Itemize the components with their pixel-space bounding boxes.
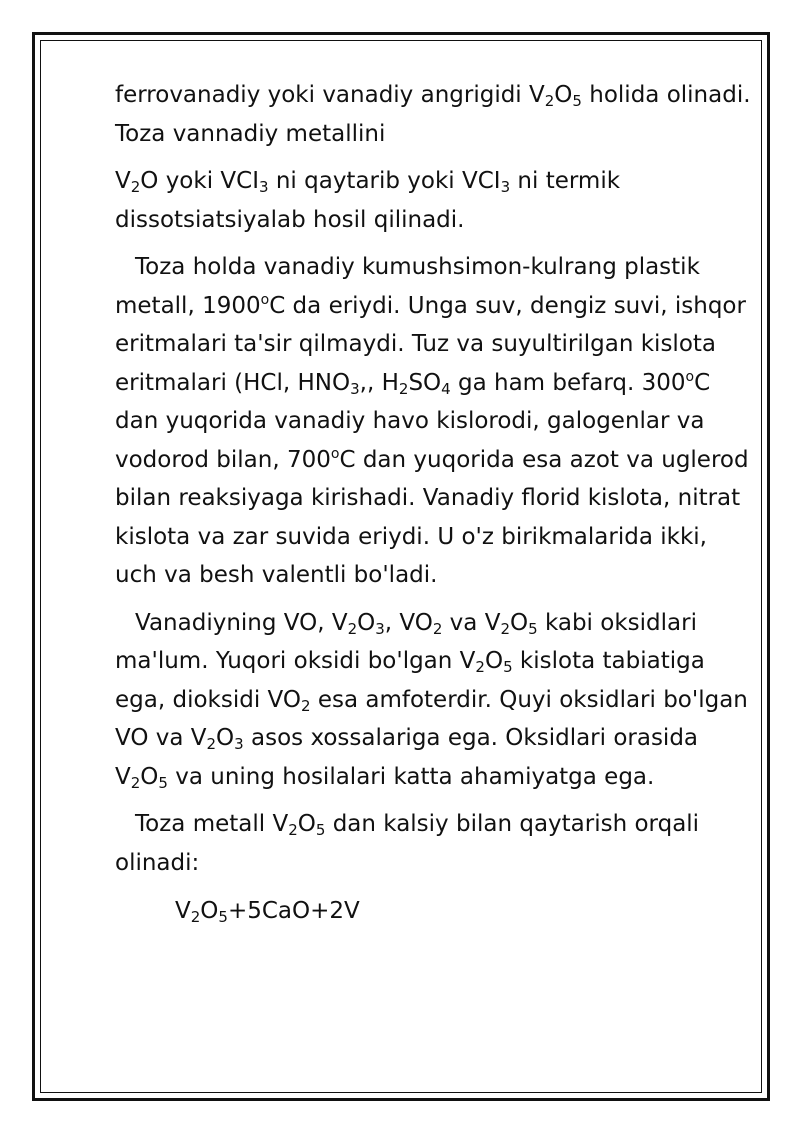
text-run: C dan yuqorida esa azot va uglerod bilan reaksiyaga kirishadi. Vanadiy florid kislota, nitrat kislota va zar suvida eriydi. U o'z birikmalarida ikki, uch va besh valentli bo'ladi. — [115, 446, 749, 588]
text-run: O — [200, 898, 219, 924]
text-run: O — [484, 648, 504, 674]
paragraph-reduction-method — [115, 162, 755, 239]
text-run: O — [297, 811, 316, 837]
text-run: dan kalsiy bilan qaytarish orqali olinadi: — [115, 811, 700, 876]
text-run: ga ham befarq. 300 — [450, 369, 686, 396]
subscript: 2 — [398, 379, 409, 398]
subscript: 2 — [432, 619, 443, 638]
text-run: ni termik dissotsiatsiyalab hosil qilinadi. — [115, 168, 621, 233]
paragraph-ferrovanadiy — [115, 76, 755, 153]
subscript: 5 — [528, 619, 538, 638]
text-run: kislota tabiatiga ega, dioksidi VO — [115, 648, 705, 713]
superscript: o — [260, 291, 270, 308]
subscript: 3 — [375, 619, 385, 638]
text-run: O — [216, 725, 235, 751]
paragraph-oxides — [115, 604, 755, 797]
text-run: esa amfoterdir. Quyi oksidlari bo'lgan VO va V — [115, 686, 748, 751]
chemical-equation — [115, 892, 755, 931]
subscript: 4 — [441, 379, 451, 398]
subscript: 3 — [350, 379, 360, 398]
superscript: o — [330, 445, 340, 462]
text-run: asos xossalariga ega. Oksidlari orasida V — [115, 725, 699, 790]
text-run: kabi oksidlari ma'lum. Yuqori oksidi bo'lgan V — [115, 609, 697, 674]
subscript: 5 — [572, 92, 582, 110]
text-run: ferrovanadiy yoki vanadiy angrigidi V — [115, 82, 545, 108]
subscript: 2 — [500, 619, 510, 638]
text-run: V — [175, 898, 191, 924]
text-run: ,, H — [359, 369, 399, 396]
text-run: va uning hosilalari katta ahamiyatga ega. — [167, 763, 655, 790]
paragraph-properties — [115, 248, 755, 595]
text-run: va V — [442, 609, 501, 636]
subscript: 3 — [500, 178, 511, 196]
subscript: 2 — [288, 821, 298, 839]
text-run: +5CaO+2V — [227, 898, 360, 924]
subscript: 2 — [544, 92, 555, 110]
subscript: 5 — [315, 821, 326, 839]
subscript: 5 — [158, 773, 168, 792]
subscript: 2 — [300, 696, 311, 715]
text-run: O yoki VCI — [140, 168, 259, 194]
document-body — [115, 76, 755, 931]
subscript: 2 — [206, 735, 217, 753]
text-run: O — [140, 763, 159, 790]
text-run: O — [509, 609, 529, 636]
text-run: Toza metall V — [135, 811, 289, 837]
text-run: SO — [408, 369, 442, 396]
text-run: ni qaytarib yoki VCI — [268, 168, 501, 194]
subscript: 2 — [475, 658, 485, 676]
subscript: 3 — [258, 178, 269, 196]
subscript: 3 — [234, 735, 244, 753]
subscript: 2 — [130, 773, 141, 792]
paragraph-pure-metal — [115, 805, 755, 882]
text-run: C da eriydi. Unga suv, dengiz suvi, ishqor eritmalari ta'sir qilmaydi. Tuz va suyultirilgan kislota eritmalari (HCl, HNO — [115, 292, 746, 396]
text-run: O — [357, 609, 376, 636]
text-run: Toza holda vanadiy kumushsimon-kulrang plastik metall, 1900 — [115, 254, 700, 319]
subscript: 5 — [503, 658, 513, 676]
subscript: 2 — [130, 178, 141, 196]
text-run: V — [115, 168, 131, 194]
text-run: , VO — [384, 609, 433, 636]
text-run: O — [554, 82, 573, 108]
subscript: 2 — [190, 908, 201, 926]
subscript: 5 — [218, 908, 228, 926]
subscript: 2 — [347, 619, 358, 638]
text-run: Vanadiyning VO, V — [135, 609, 348, 636]
superscript: o — [685, 368, 695, 385]
text-run: holida olinadi. Toza vannadiy metallini — [115, 82, 751, 147]
text-run: C dan yuqorida vanadiy havo kislorodi, galogenlar va vodorod bilan, 700 — [115, 369, 711, 473]
